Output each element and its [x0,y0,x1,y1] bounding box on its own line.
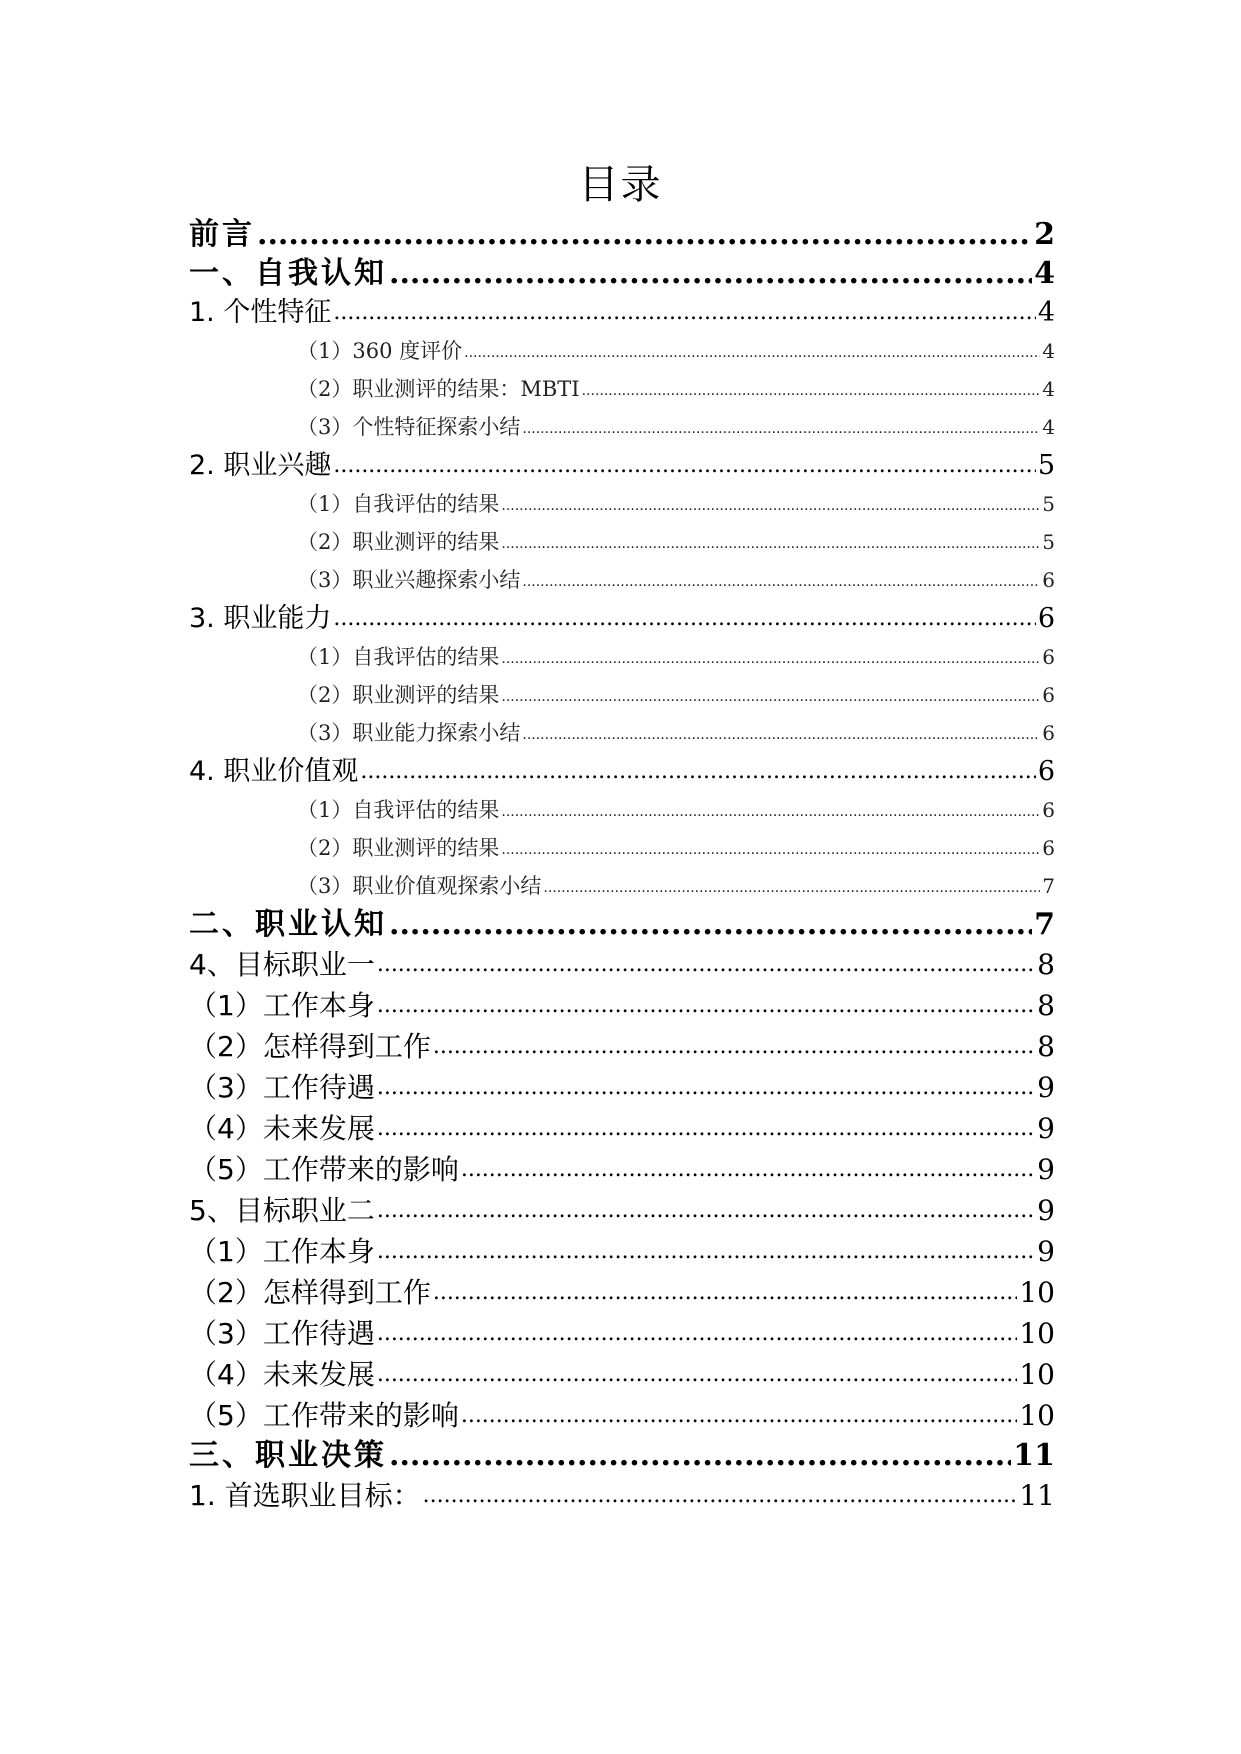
toc-entry-page-number: 10 [1019,1358,1055,1391]
toc-entry[interactable] [189,791,1055,829]
toc-entry-page-number: 6 [1037,603,1055,634]
toc-entry-page-number: 9 [1037,1235,1055,1268]
toc-entry[interactable] [189,752,1055,791]
toc-entry[interactable] [189,446,1055,485]
toc-entry-label: （1）自我评估的结果 [297,492,500,516]
dot-leader [501,833,1040,867]
toc-entry[interactable] [189,676,1055,714]
dot-leader [464,336,1040,370]
dot-leader [522,412,1040,446]
toc-entry-label: （3）个性特征探索小结 [297,415,521,439]
dot-leader [423,1475,1018,1516]
toc-entry-page-number: 7 [1034,907,1055,942]
toc-entry[interactable] [189,944,1055,985]
toc-entry-label: 1. 首选职业目标： [189,1479,421,1512]
toc-entry-label: （5）工作带来的影响 [189,1153,459,1186]
toc-entry-label: （3）职业兴趣探索小结 [297,568,521,592]
toc-entry-page-number: 4 [1042,415,1055,439]
toc-entry[interactable] [189,599,1055,638]
dot-leader [360,752,1035,791]
toc-entry[interactable] [189,714,1055,752]
toc-entry[interactable] [189,561,1055,599]
toc-entry-label: （4）未来发展 [189,1112,375,1145]
toc-entry-page-number: 10 [1019,1276,1055,1309]
toc-entry-label: 1. 个性特征 [189,297,332,328]
dot-leader [501,489,1040,523]
toc-entry-label: （3）工作待遇 [189,1317,375,1350]
dot-leader [501,527,1040,561]
toc-entry-label: （2）职业测评的结果 [297,683,500,707]
toc-entry[interactable] [189,867,1055,905]
toc-entry-page-number: 4 [1042,377,1055,401]
toc-entry-label: 3. 职业能力 [189,603,332,634]
toc-entry-page-number: 6 [1042,683,1055,707]
toc-entry[interactable] [189,1067,1055,1108]
dot-leader [522,718,1040,752]
dot-leader [501,642,1040,676]
toc-entry-label: （2）职业测评的结果 [297,836,500,860]
toc-entry[interactable] [189,1395,1055,1436]
dot-leader [582,374,1041,408]
dot-leader [377,1231,1035,1272]
toc-entry-label: 4、目标职业一 [189,948,375,981]
toc-entry[interactable] [189,332,1055,370]
toc-entry-page-number: 6 [1042,568,1055,592]
toc-entry-page-number: 7 [1042,874,1055,898]
dot-leader [543,871,1040,905]
toc-entry-label: 2. 职业兴趣 [189,450,332,481]
toc-entry[interactable] [189,638,1055,676]
toc-entry-label: 5、目标职业二 [189,1194,375,1227]
toc-entry[interactable] [189,293,1055,332]
dot-leader [377,944,1035,985]
dot-leader [333,599,1035,638]
dot-leader [333,293,1035,332]
toc-entry[interactable] [189,1436,1055,1475]
toc-entry-page-number: 6 [1042,721,1055,745]
toc-entry[interactable] [189,1108,1055,1149]
toc-entry-page-number: 2 [1034,217,1055,252]
toc-entry-label: （1）自我评估的结果 [297,798,500,822]
toc-entry[interactable] [189,215,1055,254]
dot-leader [377,985,1035,1026]
toc-entry-label: （4）未来发展 [189,1358,375,1391]
toc-entry-page-number: 6 [1042,645,1055,669]
toc-entry-page-number: 5 [1042,492,1055,516]
dot-leader [377,1313,1018,1354]
toc-entry-page-number: 5 [1042,530,1055,554]
toc-entry-page-number: 4 [1042,339,1055,363]
dot-leader [377,1108,1035,1149]
toc-entry-page-number: 9 [1037,1153,1055,1186]
toc-entry[interactable] [189,370,1055,408]
dot-leader [461,1149,1035,1190]
dot-leader [377,1354,1018,1395]
toc-entry[interactable] [189,1272,1055,1313]
toc-entry-label: （2）怎样得到工作 [189,1030,431,1063]
toc-entry-page-number: 10 [1019,1317,1055,1350]
toc-entry[interactable] [189,254,1055,293]
page-title: 目录 [578,162,663,208]
toc-entry-label: （3）职业价值观探索小结 [297,874,542,898]
toc-entry-label: 三、职业决策 [189,1438,387,1473]
toc-entry-page-number: 4 [1037,297,1055,328]
dot-leader [389,254,1032,293]
toc-entry-page-number: 4 [1034,256,1055,291]
dot-leader [389,905,1032,944]
toc-entry-page-number: 9 [1037,1194,1055,1227]
toc-entry[interactable] [189,408,1055,446]
toc-entry-label: 4. 职业价值观 [189,756,359,787]
toc-entry-page-number: 8 [1037,948,1055,981]
toc-entry[interactable] [189,1190,1055,1231]
toc-entry-page-number: 11 [1019,1479,1055,1512]
dot-leader [522,565,1040,599]
toc-entry-label: 一、自我认知 [189,256,387,291]
toc-entry[interactable] [189,1149,1055,1190]
toc-entry-label: （3）职业能力探索小结 [297,721,521,745]
toc-entry-label: （1）自我评估的结果 [297,645,500,669]
toc-entry-label: （1）360 度评价 [297,339,463,363]
dot-leader [461,1395,1018,1436]
toc-entry-page-number: 5 [1037,450,1055,481]
table-of-contents [189,215,1055,1516]
dot-leader [433,1026,1035,1067]
toc-entry[interactable] [189,1313,1055,1354]
toc-entry-label: （2）怎样得到工作 [189,1276,431,1309]
toc-entry-page-number: 6 [1042,836,1055,860]
toc-entry[interactable] [189,829,1055,867]
dot-leader [501,680,1040,714]
toc-entry-label: 二、职业认知 [189,907,387,942]
dot-leader [257,215,1032,254]
toc-entry-page-number: 8 [1037,1030,1055,1063]
toc-entry[interactable] [189,1354,1055,1395]
dot-leader [377,1190,1035,1231]
dot-leader [433,1272,1018,1313]
toc-entry-label: 前言 [189,217,255,252]
toc-entry-label: （1）工作本身 [189,989,375,1022]
dot-leader [377,1067,1035,1108]
toc-entry[interactable] [189,1026,1055,1067]
toc-entry-label: （3）工作待遇 [189,1071,375,1104]
toc-entry-page-number: 6 [1037,756,1055,787]
toc-entry[interactable] [189,1475,1055,1516]
toc-entry-label: （1）工作本身 [189,1235,375,1268]
toc-entry-page-number: 8 [1037,989,1055,1022]
toc-entry-page-number: 9 [1037,1112,1055,1145]
toc-entry-label: （2）职业测评的结果：MBTI [297,377,580,401]
toc-entry[interactable] [189,985,1055,1026]
toc-entry-page-number: 9 [1037,1071,1055,1104]
toc-entry-label: （2）职业测评的结果 [297,530,500,554]
toc-entry-page-number: 10 [1019,1399,1055,1432]
toc-entry[interactable] [189,905,1055,944]
toc-entry[interactable] [189,485,1055,523]
dot-leader [333,446,1035,485]
toc-entry-page-number: 6 [1042,798,1055,822]
toc-entry-page-number: 11 [1013,1438,1055,1473]
toc-entry[interactable] [189,1231,1055,1272]
dot-leader [389,1436,1011,1475]
toc-entry-label: （5）工作带来的影响 [189,1399,459,1432]
toc-entry[interactable] [189,523,1055,561]
dot-leader [501,795,1040,829]
